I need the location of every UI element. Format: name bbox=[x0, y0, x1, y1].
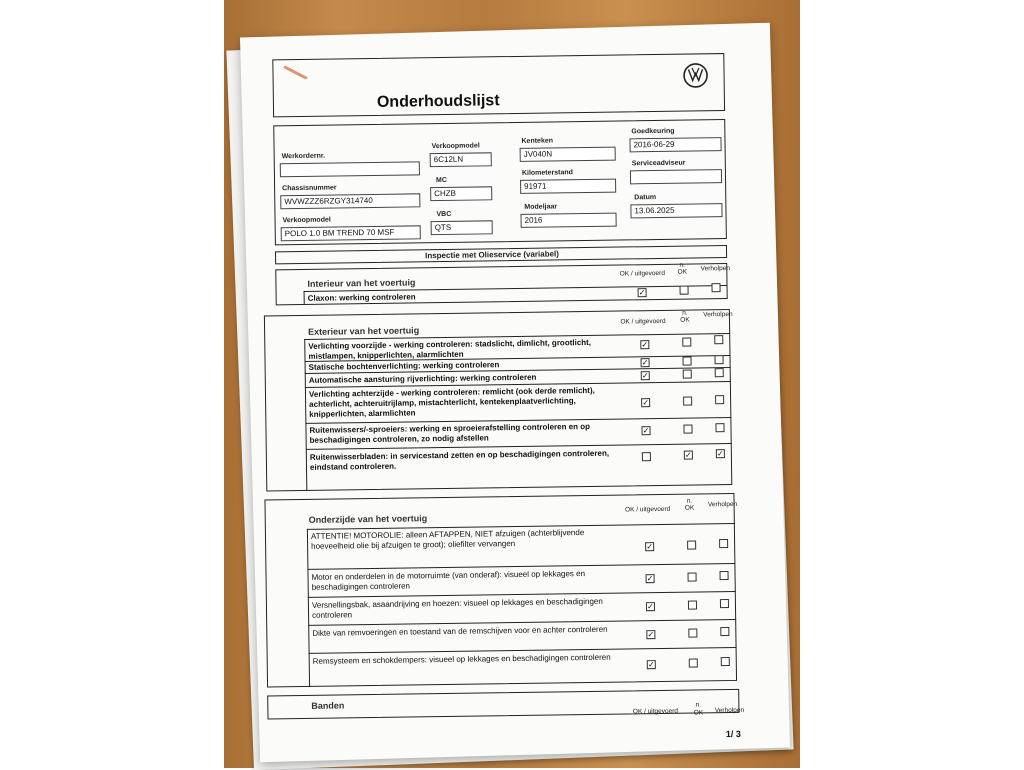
kilometerstand-label: Kilometerstand bbox=[521, 169, 573, 177]
vbc-field: QTS bbox=[431, 220, 493, 235]
fixed-checkbox[interactable] bbox=[714, 355, 723, 364]
col-fixed-header: Verholpen bbox=[714, 706, 745, 715]
row-text: Verlichting voorzijde - werking controleren: stadslicht, dimlicht, grootlicht, mistlampen, knipperlichten, alarmlichten bbox=[308, 337, 592, 361]
page-number: 1/ 3 bbox=[725, 728, 741, 740]
row-text: Claxon: werking controleren bbox=[307, 292, 416, 303]
col-nok-header-2: OK bbox=[677, 268, 688, 276]
fixed-checkbox[interactable] bbox=[715, 368, 724, 377]
row-text: Ruitenwissers/-sproeiers: werking en sproeierafstelling controleren en op beschadigingen controleren, zo nodig afstellen bbox=[309, 421, 591, 445]
fixed-checkbox[interactable] bbox=[720, 571, 729, 580]
col-fixed-header: Verholpen bbox=[700, 264, 730, 273]
verkoopmodel-field: POLO 1.0 BM TREND 70 MSF bbox=[281, 225, 421, 241]
row-text: ATTENTIE! MOTOROLIE: alleen AFTAPPEN, NIET afzuigen (achterblijvende hoeveelheid olie bij afzuigen te groot); oliefilter vervangen bbox=[310, 528, 585, 551]
section-interieur-title: Interieur van het voertuig bbox=[307, 277, 416, 289]
fixed-checkbox[interactable] bbox=[714, 335, 723, 344]
divider bbox=[304, 291, 305, 305]
row-text: Versnellingsbak, asaandrijving en hoezen: visueel op lekkages en beschadigingen controleren bbox=[311, 596, 603, 620]
inspection-title: Inspectie met Olieservice (variabel) bbox=[425, 249, 559, 261]
nok-checkbox[interactable] bbox=[683, 397, 692, 406]
col-nok-header-1: n. bbox=[679, 261, 685, 269]
ok-checkbox[interactable]: ✓ bbox=[647, 602, 654, 612]
fixed-checkbox[interactable] bbox=[715, 423, 724, 432]
col-nok-header-2: OK bbox=[684, 504, 695, 512]
nok-checkbox[interactable] bbox=[688, 572, 697, 581]
goedkeuring-label: Goedkeuring bbox=[631, 127, 675, 136]
serviceadviseur-field bbox=[630, 169, 722, 184]
fixed-checkbox[interactable] bbox=[720, 599, 729, 608]
page-title: Onderhoudslijst bbox=[376, 92, 500, 111]
ok-checkbox[interactable]: ✓ bbox=[641, 371, 649, 381]
fixed-checkbox[interactable] bbox=[720, 627, 729, 636]
ok-checkbox[interactable]: ✓ bbox=[641, 358, 649, 368]
ok-checkbox[interactable]: ✓ bbox=[638, 288, 646, 298]
verkoopmodel-code-field: 6C12LN bbox=[430, 152, 492, 167]
nok-checkbox[interactable] bbox=[687, 540, 696, 549]
row-text: Automatische aansturing rijverlichting: werking controleren bbox=[308, 372, 537, 385]
col-ok-header: OK / uitgevoerd bbox=[624, 505, 671, 514]
col-nok-header-1: n. bbox=[686, 497, 693, 505]
ok-checkbox[interactable]: ✓ bbox=[641, 340, 649, 350]
section-onderzijde-title: Onderzijde van het voertuig bbox=[308, 513, 428, 525]
col-nok-header-1: n. bbox=[682, 309, 688, 317]
nok-checkbox[interactable] bbox=[689, 658, 698, 667]
ok-checkbox[interactable] bbox=[642, 452, 651, 461]
fixed-checkbox[interactable]: ✓ bbox=[716, 449, 724, 459]
goedkeuring-field: 2016-06-29 bbox=[629, 137, 721, 152]
col-ok-header: OK / uitgevoerd bbox=[620, 317, 666, 326]
col-fixed-header: Verholpen bbox=[703, 310, 733, 319]
kenteken-field: JV040N bbox=[520, 147, 616, 162]
vbc-label: VBC bbox=[436, 210, 452, 219]
fixed-checkbox[interactable] bbox=[711, 283, 720, 292]
mc-field: CHZB bbox=[430, 186, 492, 201]
nok-checkbox[interactable] bbox=[680, 286, 689, 295]
nok-checkbox[interactable] bbox=[688, 628, 697, 637]
row-text: Motor en onderdelen in de motorruimte (van onderaf): visueel op lekkages en beschadigingen controleren bbox=[311, 569, 586, 592]
vw-logo-icon bbox=[682, 62, 708, 88]
col-nok-header-1: n. bbox=[695, 701, 702, 709]
ok-checkbox[interactable]: ✓ bbox=[642, 426, 650, 436]
row-text: Verlichting achterzijde - werking controleren: remlicht (ook derde remlicht), achterlicht, achteruitrijlamp, mistachterlicht, kentekenplaatverlichting, knipperlichten, alarmlichten bbox=[308, 385, 595, 419]
werkordernr-label: Werkordernr. bbox=[281, 152, 326, 161]
kilometerstand-field: 91971 bbox=[520, 179, 616, 194]
fixed-checkbox[interactable] bbox=[721, 657, 730, 666]
mc-label: MC bbox=[435, 176, 447, 185]
werkordernr-field bbox=[280, 161, 420, 177]
nok-checkbox[interactable] bbox=[682, 338, 691, 347]
datum-label: Datum bbox=[634, 194, 657, 202]
chassisnummer-field: WVWZZZ6RZGY314740 bbox=[280, 193, 420, 209]
nok-checkbox[interactable] bbox=[683, 370, 692, 379]
nok-checkbox[interactable] bbox=[683, 357, 692, 366]
nok-checkbox[interactable] bbox=[688, 600, 697, 609]
ok-checkbox[interactable]: ✓ bbox=[642, 398, 650, 408]
section-exterieur-title: Exterieur van het voertuig bbox=[308, 325, 420, 337]
row-text: Ruitenwisserbladen: in servicestand zetten en op beschadigingen controleren, eindstand controleren. bbox=[309, 448, 610, 472]
col-ok-header: OK / uitgevoerd bbox=[632, 707, 679, 716]
row-text: Statische bochtenverlichting: werking controleren bbox=[308, 360, 500, 372]
fixed-checkbox[interactable] bbox=[715, 395, 724, 404]
maintenance-sheet bbox=[240, 23, 790, 763]
chassisnummer-label: Chassisnummer bbox=[282, 184, 337, 193]
ok-checkbox[interactable]: ✓ bbox=[646, 574, 654, 584]
serviceadviseur-label: Serviceadviseur bbox=[631, 159, 686, 168]
verkoopmodel-label: Verkoopmodel bbox=[282, 216, 331, 225]
col-ok-header: OK / uitgevoerd bbox=[619, 269, 665, 278]
fixed-checkbox[interactable] bbox=[719, 539, 728, 548]
section-banden-title: Banden bbox=[311, 700, 345, 711]
ok-checkbox[interactable]: ✓ bbox=[647, 630, 655, 640]
col-fixed-header: Verholpen bbox=[707, 500, 738, 509]
modeljaar-field: 2016 bbox=[520, 213, 616, 228]
datum-field: 13.06.2025 bbox=[630, 203, 722, 218]
nok-checkbox[interactable] bbox=[683, 425, 692, 434]
col-nok-header-2: OK bbox=[693, 709, 704, 717]
modeljaar-label: Modeljaar bbox=[524, 203, 558, 211]
ok-checkbox[interactable]: ✓ bbox=[647, 660, 655, 670]
kenteken-label: Kenteken bbox=[521, 137, 554, 145]
ok-checkbox[interactable]: ✓ bbox=[646, 542, 654, 552]
col-nok-header-2: OK bbox=[680, 316, 690, 324]
verkoopmodel-code-label: Verkoopmodel bbox=[431, 142, 480, 151]
row-text: Dikte van remvoeringen en toestand van de remschijven voor en achter controleren bbox=[312, 624, 608, 638]
row-text: Remsysteem en schokdempers: visueel op lekkages en beschadigingen controleren bbox=[312, 652, 611, 666]
nok-checkbox[interactable]: ✓ bbox=[684, 450, 692, 460]
